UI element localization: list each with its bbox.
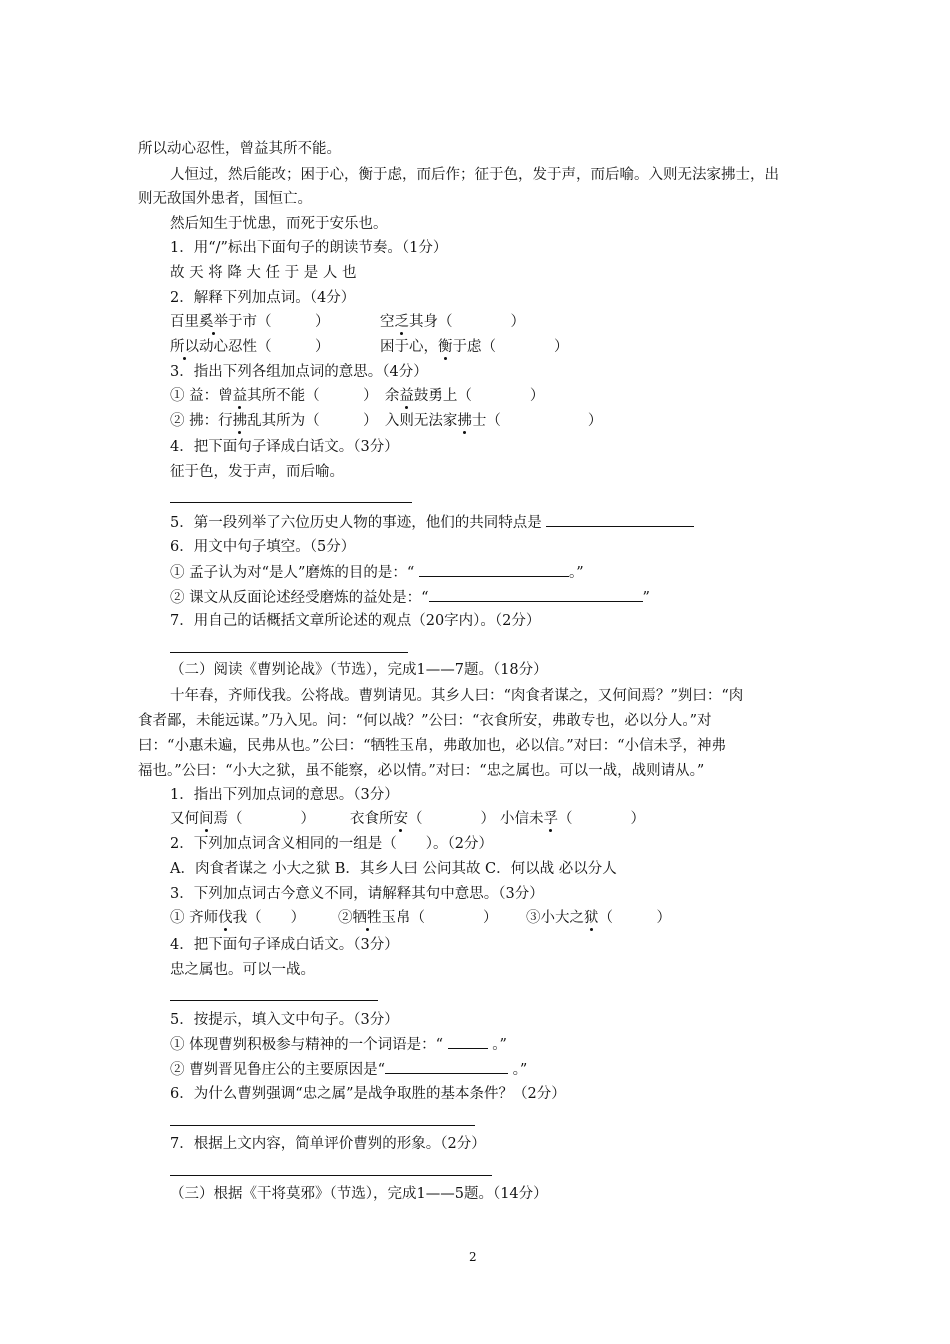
question-4: 4．把下面句子译成白话文。（3分） [170,439,399,455]
answer-blank[interactable] [546,512,694,527]
question-b5-item: ② 曹刿晋见鲁庄公的主要原因是“ 。” [170,1059,527,1080]
question-3-item: ① 益：曾益其所不能（ ） 余益鼓勇上（ ） [170,388,545,404]
page-number: 2 [469,1250,477,1264]
answer-blank[interactable] [448,1034,488,1049]
question-1: 1．用“/”标出下面句子的朗读节奏。（1分） [170,240,448,256]
question-b3-item: ① 齐师伐我（ ） [170,910,306,926]
question-b3: 3．下列加点词古今意义不同，请解释其句中意思。（3分） [170,886,544,902]
question-b1-item: 衣食所安（ ） [350,811,495,827]
question-b2-options: A．肉食者谋之 小大之狱 B．其乡人曰 公问其故 C．何以战 必以分人 [170,861,617,877]
answer-line[interactable] [170,1175,492,1176]
question-3: 3．指出下列各组加点词的意思。（4分） [170,364,428,380]
question-b1: 1．指出下列加点词的意思。（3分） [170,787,399,803]
question-1-sentence: 故 天 将 降 大 任 于 是 人 也 [170,265,357,281]
answer-line[interactable] [170,502,412,503]
question-2-item: 所以动心忍性（ ） [170,339,330,355]
answer-blank[interactable] [385,1059,508,1074]
question-b4-sentence: 忠之属也。可以一战。 [170,962,315,978]
passage-line: 然后知生于忧患，而死于安乐也。 [170,216,388,232]
question-7: 7．用自己的话概括文章所论述的观点（20字内）。（2分） [170,613,541,629]
question-4-sentence: 征于色，发于声，而后喻。 [170,464,344,480]
section-3-title: （三）根据《干将莫邪》（节选），完成1——5题。（14分） [170,1186,548,1202]
passage-line: 福也。”公曰：“小大之狱，虽不能察，必以情。”对曰：“忠之属也。可以一战，战则请从。” [138,763,705,779]
section-2-title: （二）阅读《曹刿论战》（节选），完成1——7题。（18分） [170,662,548,678]
question-2-item: 百里奚举于市（ ） [170,314,330,330]
answer-blank[interactable] [419,562,569,577]
question-3-item: ② 拂：行拂乱其所为（ ） 入则无法家拂士（ ） [170,413,603,429]
passage-line: 曰：“小惠未遍，民弗从也。”公曰：“牺牲玉帛，弗敢加也，必以信。”对曰：“小信未孚，神弗 [138,738,727,754]
question-b5-item: ① 体现曹刿积极参与精神的一个词语是：“ 。” [170,1034,507,1055]
answer-line[interactable] [170,652,408,653]
question-b6: 6．为什么曹刿强调“忠之属”是战争取胜的基本条件？（2分） [170,1086,566,1102]
passage-line: 则无敌国外患者，国恒亡。 [138,191,312,207]
question-5: 5．第一段列举了六位历史人物的事迹，他们的共同特点是 [170,512,694,533]
question-b5: 5．按提示，填入文中句子。（3分） [170,1012,399,1028]
question-b1-item: 又何间焉（ ） [170,811,315,827]
passage-line: 十年春，齐师伐我。公将战。曹刿请见。其乡人曰：“肉食者谋之，又何间焉？”刿曰：“肉 [170,688,744,704]
passage-line: 食者鄙，未能远谋。”乃入见。问：“何以战？”公曰：“衣食所安，弗敢专也，必以分人。”对 [138,713,712,729]
question-b2: 2．下列加点词含义相同的一组是（ ）。（2分） [170,836,493,852]
question-b4: 4．把下面句子译成白话文。（3分） [170,937,399,953]
passage-line: 人恒过，然后能改；困于心，衡于虑，而后作；征于色，发于声，而后喻。入则无法家拂士，出 [170,167,779,183]
question-b3-item: ③小大之狱（ ） [526,910,671,926]
question-b1-item: 小信未孚（ ） [500,811,645,827]
question-b3-item: ②牺牲玉帛（ ） [338,910,498,926]
question-2-item: 空乏其身（ ） [380,314,525,330]
question-2: 2．解释下列加点词。（4分） [170,290,356,306]
question-6-item: ② 课文从反面论述经受磨炼的益处是：“ ” [170,587,650,608]
question-b7: 7．根据上文内容，简单评价曹刿的形象。（2分） [170,1136,486,1152]
question-2-item: 困于心，衡于虑（ ） [380,339,569,355]
answer-line[interactable] [170,1125,475,1126]
answer-line[interactable] [170,1000,378,1001]
answer-blank[interactable] [429,587,643,602]
passage-line: 所以动心忍性，曾益其所不能。 [138,141,341,157]
question-6-item: ① 孟子认为对“是人”磨炼的目的是：“ 。” [170,562,584,583]
question-6: 6．用文中句子填空。（5分） [170,539,356,555]
